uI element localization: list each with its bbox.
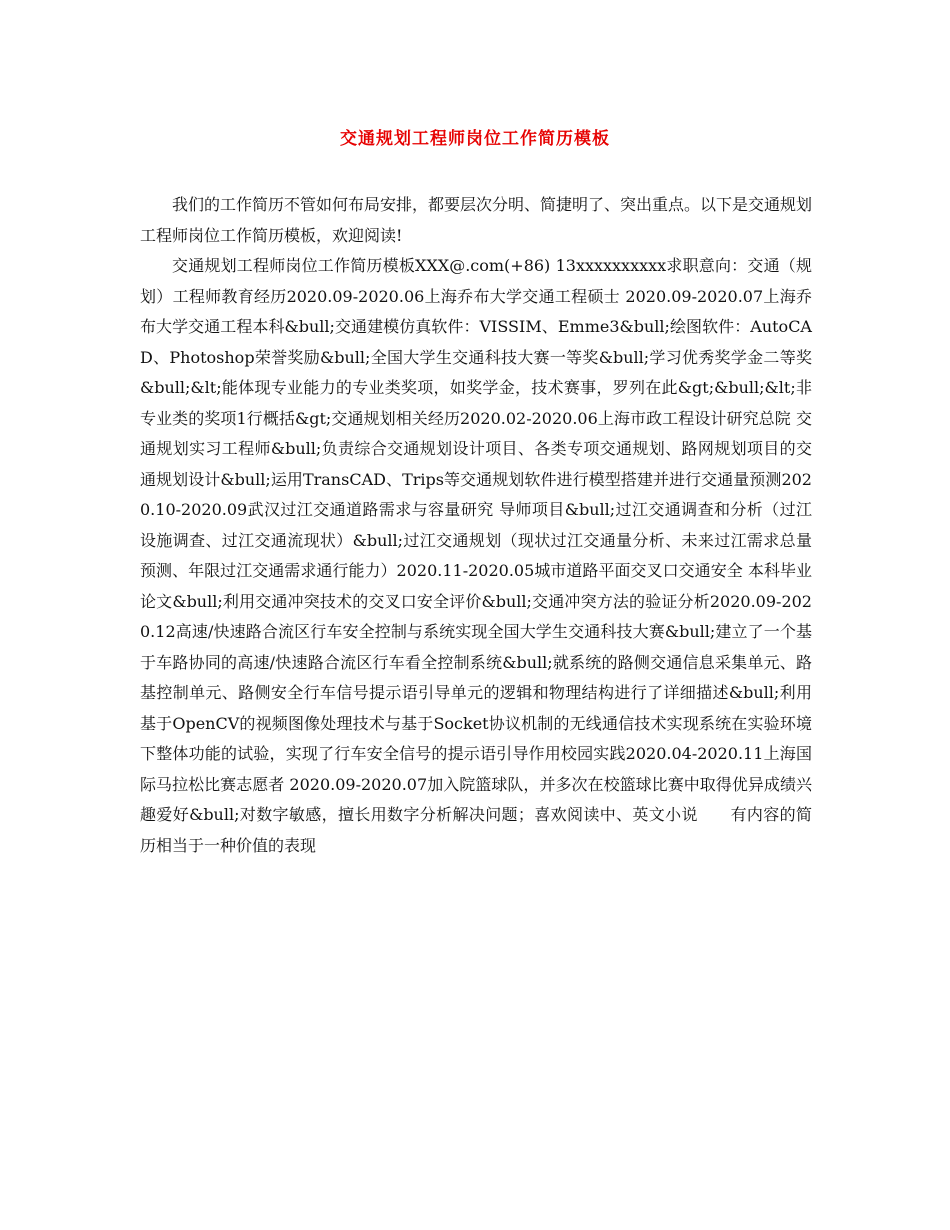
document-body <box>140 190 812 861</box>
intro-paragraph: 我们的工作简历不管如何布局安排，都要层次分明、简捷明了、突出重点。以下是交通规划工程师岗位工作简历模板，欢迎阅读! <box>140 195 813 245</box>
document-title: 交通规划工程师岗位工作简历模板 <box>340 129 610 149</box>
resume-paragraph: 交通规划工程师岗位工作简历模板XXX@.com(+86) 13xxxxxxxxxx求职意向：交通（规划）工程师教育经历2020.09-2020.06上海乔布大学交通工程硕士 2020.09-2020.07上海乔布大学交通工程本科&bull;交通建模仿真软件：VISSIM、Emme3&bull;绘图软件：AutoCAD、Photoshop荣誉奖励&bull;全国大学生交通科技大赛一等奖&bull;学习优秀奖学金二等奖&bull;&lt;能体现专业能力的专业类奖项，如奖学金，技术赛事，罗列在此&gt;&bull;&lt;非专业类的奖项1行概括&gt;交通规划相关经历2020.02-2020.06上海市政工程设计研究总院 交通规划实习工程师&bull;负责综合交通规划设计项目、各类专项交通规划、路网规划项目的交通规划设计&bull;运用TransCAD、Trips等交通规划软件进行模型搭建并进行交通量预测2020.10-2020.09武汉过江交通道路需求与容量研究 导师项目&bull;过江交通调查和分析（过江设施调查、过江交通流现状）&bull;过江交通规划（现状过江交通量分析、未来过江需求总量预测、年限过江交通需求通行能力）2020.11-2020.05城市道路平面交叉口交通安全 本科毕业论文&bull;利用交通冲突技术的交叉口安全评价&bull;交通冲突方法的验证分析2020.09-2020.12高速/快速路合流区行车安全控制与系统实现全国大学生交通科技大赛&bull;建立了一个基于车路协同的高速/快速路合流区行车看全控制系统&bull;就系统的路侧交通信息采集单元、路基控制单元、路侧安全行车信号提示语引导单元的逻辑和物理结构进行了详细描述&bull;利用基于OpenCV的视频图像处理技术与基于Socket协议机制的无线通信技术实现系统在实验环境下整体功能的试验，实现了行车安全信号的提示语引导作用校园实践2020.04-2020.11上海国际马拉松比赛志愿者 2020.09-2020.07加入院篮球队，并多次在校篮球比赛中取得优异成绩兴趣爱好&bull;对数字敏感，擅长用数字分析解决问题；喜欢阅读中、英文小说 有内容的简历相当于一种价值的表现 <box>140 256 812 855</box>
